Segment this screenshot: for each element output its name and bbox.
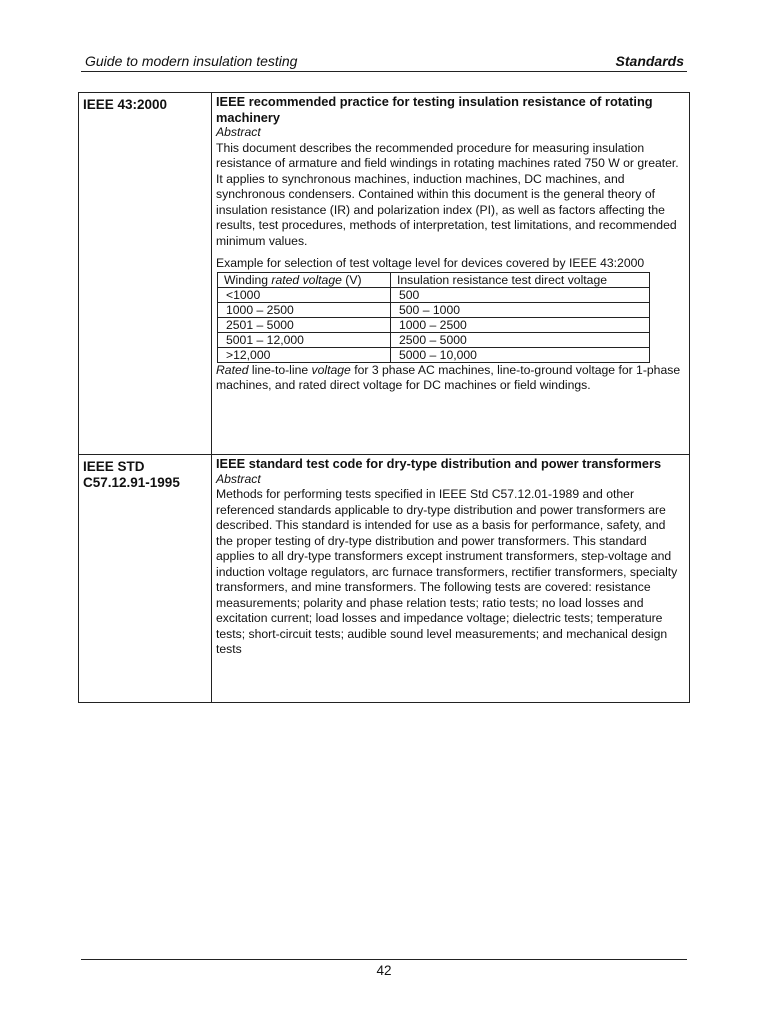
standard-code: IEEE 43:2000 — [83, 97, 168, 112]
header-section-title: Standards — [615, 53, 684, 69]
standard-code: IEEE STD C57.12.91-1995 — [83, 459, 180, 490]
winding-voltage-cell: 5001 – 12,000 — [218, 332, 391, 347]
abstract-label: Abstract — [216, 125, 261, 139]
test-voltage-cell: 1000 – 2500 — [391, 317, 650, 332]
header-document-title: Guide to modern insulation testing — [85, 53, 298, 69]
winding-voltage-cell: 1000 – 2500 — [218, 302, 391, 317]
standard-row — [79, 455, 690, 703]
standard-title: IEEE recommended practice for testing insulation resistance of rotating machinery — [216, 94, 653, 125]
test-voltage-cell: 500 — [391, 287, 650, 302]
table-row — [218, 302, 650, 317]
abstract-text: This document describes the recommended procedure for measuring insulation resistance of armature and field windings in rotating machines rated 750 W or greater. It applies to synchronous machines, induction machines, DC machines, and synchronous condensers. Contained within this document is the general theory of insulation resistance (IR) and polarization index (PI), as well as factors affecting the results, test procedures, methods of interpretation, test limitations, and recommended minimum values. — [216, 140, 679, 248]
voltage-table — [217, 272, 650, 363]
page-number: 42 — [376, 963, 392, 978]
abstract-label: Abstract — [216, 471, 261, 486]
winding-voltage-cell: 2501 – 5000 — [218, 317, 391, 332]
voltage-table-header-test: Insulation resistance test direct voltage — [391, 272, 650, 287]
footer-rule — [81, 959, 687, 960]
winding-voltage-cell: <1000 — [218, 287, 391, 302]
voltage-table-header-winding: Winding rated voltage (V) — [218, 272, 391, 287]
voltage-table-header — [218, 272, 650, 287]
test-voltage-cell: 500 – 1000 — [391, 302, 650, 317]
example-intro: Example for selection of test voltage level for devices covered by IEEE 43:2000 — [216, 256, 645, 270]
standard-code-cell — [79, 93, 212, 455]
voltage-note: Rated line-to-line voltage for 3 phase AC machines, line-to-ground voltage for 1-phase machines, and rated direct voltage for DC machines or field windings. — [216, 362, 681, 392]
abstract-text: Methods for performing tests specified in IEEE Std C57.12.01-1989 and other referenced standards applicable to dry-type distribution and power transformers are described. This standard is intended for use as a basis for performance, safety, and the proper testing of dry-type distribution and power transformers. This standard applies to all dry-type transformers except instrument transformers, step-voltage and induction voltage regulators, arc furnace transformers, rectifier transformers, specialty transformers, and mine transformers. The following tests are covered: resistance measurements; polarity and phase relation tests; ratio tests; no load losses and excitation current; load losses and impedance voltage; dielectric tests; temperature tests; short-circuit tests; audible sound level measurements; and mechanical design tests — [216, 487, 678, 656]
winding-voltage-cell: >12,000 — [218, 347, 391, 362]
table-row — [218, 317, 650, 332]
standard-title: IEEE standard test code for dry-type distribution and power transformers — [216, 456, 662, 471]
test-voltage-cell: 2500 – 5000 — [391, 332, 650, 347]
page-header — [81, 52, 687, 72]
standard-content-cell — [212, 455, 690, 703]
test-voltage-cell: 5000 – 10,000 — [391, 347, 650, 362]
table-row — [218, 287, 650, 302]
standards-table — [78, 92, 690, 703]
standard-code-cell — [79, 455, 212, 703]
table-row — [218, 332, 650, 347]
standard-row — [79, 93, 690, 455]
table-row — [218, 347, 650, 362]
standard-content-cell — [212, 93, 690, 455]
